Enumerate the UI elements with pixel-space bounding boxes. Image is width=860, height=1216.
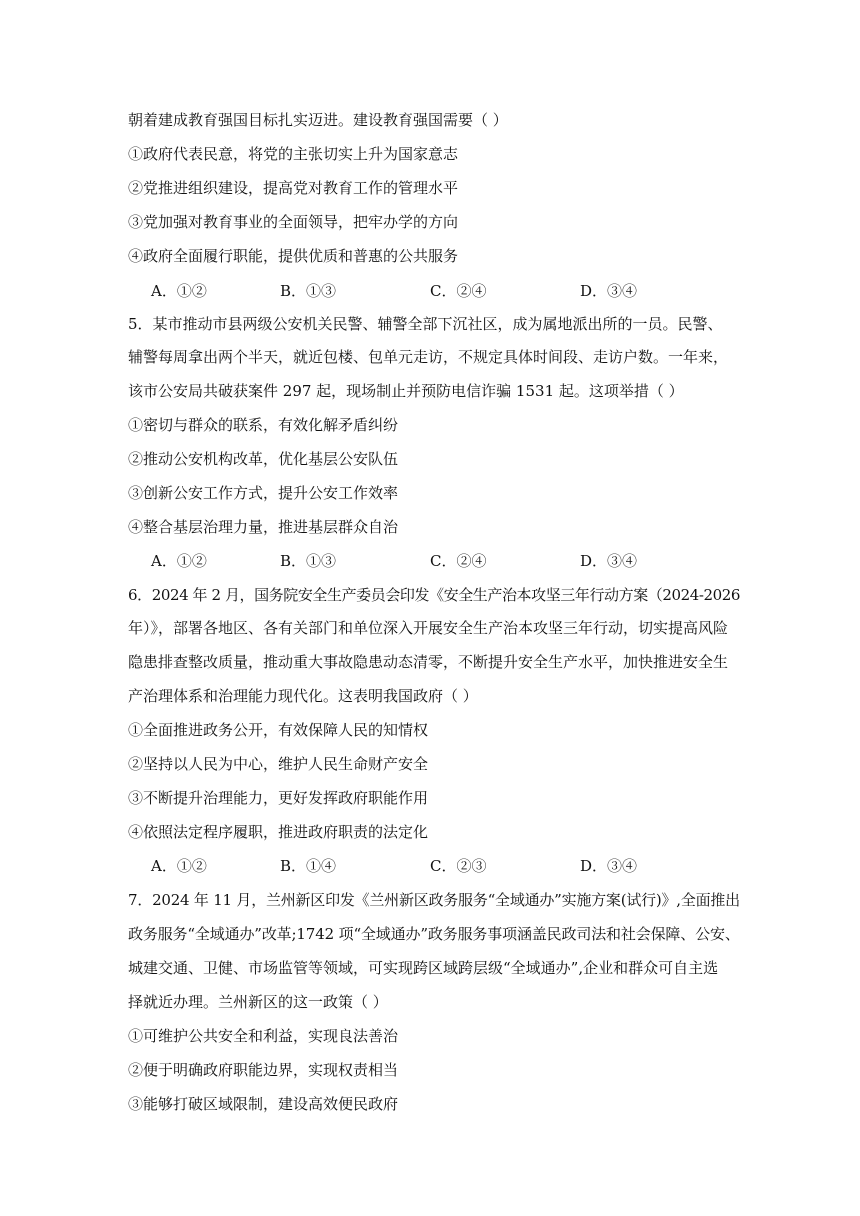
q5-stem-line-3: 该市公安局共破获案件 297 起，现场制止并预防电信诈骗 1531 起。这项举措（ ） <box>128 382 684 400</box>
q5-statement-1: ①密切与群众的联系，有效化解矛盾纠纷 <box>128 416 399 434</box>
q6-option-c[interactable]: C．②③ <box>430 857 487 875</box>
q7-statement-3: ③能够打破区域限制，建设高效便民政府 <box>128 1095 399 1113</box>
q5-option-a[interactable]: A．①② <box>151 552 207 570</box>
q5-statement-3: ③创新公安工作方式，提升公安工作效率 <box>128 484 399 502</box>
q5-option-d[interactable]: D．③④ <box>580 552 638 570</box>
q4-statement-2: ②党推进组织建设，提高党对教育工作的管理水平 <box>128 179 459 197</box>
q4-stem-line-1: 朝着建成教育强国目标扎实迈进。建设教育强国需要（ ） <box>128 111 508 129</box>
q5-option-b[interactable]: B．①③ <box>280 552 337 570</box>
q6-option-b[interactable]: B．①④ <box>280 857 337 875</box>
q6-statement-4: ④依照法定程序履职，推进政府职责的法定化 <box>128 823 429 841</box>
q4-statement-4: ④政府全面履行职能，提供优质和普惠的公共服务 <box>128 247 459 265</box>
q6-stem-line-1: 6．2024 年 2 月，国务院安全生产委员会印发《安全生产治本攻坚三年行动方案（2024-2026 <box>128 586 740 604</box>
q6-options <box>151 856 711 876</box>
q5-options <box>151 551 711 571</box>
q6-statement-2: ②坚持以人民为中心，维护人民生命财产安全 <box>128 755 429 773</box>
q6-statement-3: ③不断提升治理能力，更好发挥政府职能作用 <box>128 789 429 807</box>
q4-statement-3: ③党加强对教育事业的全面领导，把牢办学的方向 <box>128 213 459 231</box>
q7-stem-line-2: 政务服务“全域通办”改革;1742 项“全域通办”政务服务事项涵盖民政司法和社会保障、公安、 <box>128 925 740 943</box>
q7-statement-2: ②便于明确政府职能边界，实现权责相当 <box>128 1061 399 1079</box>
q6-stem-line-3: 隐患排查整改质量，推动重大事故隐患动态清零，不断提升安全生产水平，加快推进安全生 <box>128 653 729 671</box>
q4-option-d[interactable]: D．③④ <box>580 282 638 300</box>
q7-stem-line-1: 7．2024 年 11 月，兰州新区印发《兰州新区政务服务“全域通办”实施方案(试行)》,全面推出 <box>128 891 740 909</box>
q7-stem-line-4: 择就近办理。兰州新区的这一政策（ ） <box>128 993 388 1011</box>
q5-stem-line-2: 辅警每周拿出两个半天，就近包楼、包单元走访，不规定具体时间段、走访户数。一年来， <box>128 348 729 366</box>
q6-stem-line-2: 年）》，部署各地区、各有关部门和单位深入开展安全生产治本攻坚三年行动，切实提高风险 <box>128 619 729 637</box>
q6-option-d[interactable]: D．③④ <box>580 857 638 875</box>
q5-option-c[interactable]: C．②④ <box>430 552 487 570</box>
q4-option-c[interactable]: C．②④ <box>430 282 487 300</box>
q4-statement-1: ①政府代表民意，将党的主张切实上升为国家意志 <box>128 145 459 163</box>
q7-stem-line-3: 城建交通、卫健、市场监管等领域，可实现跨区域跨层级“全域通办”,企业和群众可自主选 <box>128 959 719 977</box>
q5-statement-2: ②推动公安机构改革，优化基层公安队伍 <box>128 450 399 468</box>
q5-stem-line-1: 5．某市推动市县两级公安机关民警、辅警全部下沉社区，成为属地派出所的一员。民警、 <box>128 315 723 333</box>
q4-option-a[interactable]: A．①② <box>151 282 207 300</box>
q4-option-b[interactable]: B．①③ <box>280 282 337 300</box>
q6-stem-line-4: 产治理体系和治理能力现代化。这表明我国政府（ ） <box>128 687 478 705</box>
q6-option-a[interactable]: A．①② <box>151 857 207 875</box>
q7-statement-1: ①可维护公共安全和利益，实现良法善治 <box>128 1027 399 1045</box>
q5-statement-4: ④整合基层治理力量，推进基层群众自治 <box>128 518 399 536</box>
q6-statement-1: ①全面推进政务公开，有效保障人民的知情权 <box>128 721 429 739</box>
q4-options <box>151 281 711 301</box>
